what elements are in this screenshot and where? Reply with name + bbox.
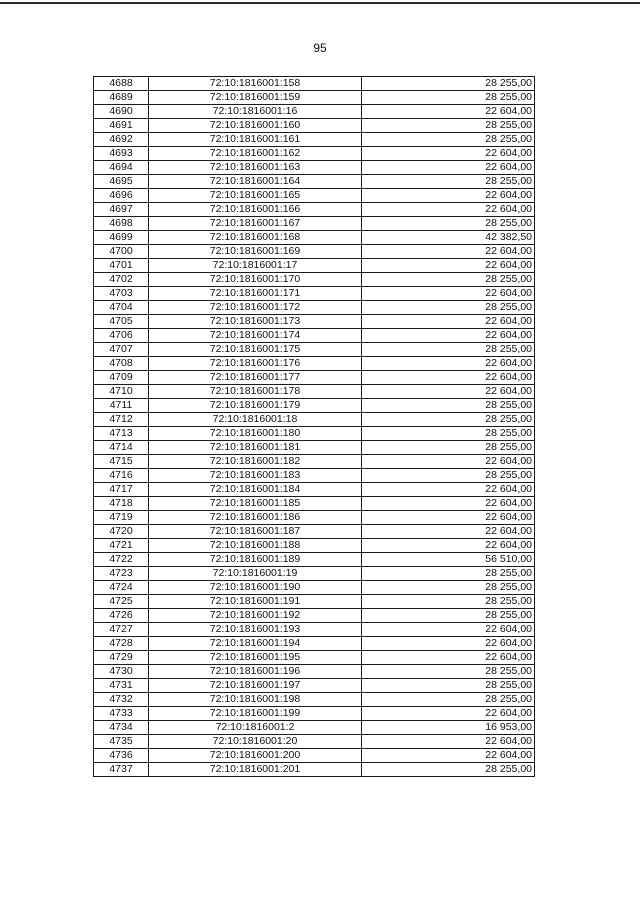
- row-number-cell: 4725: [94, 595, 149, 609]
- row-number-cell: 4704: [94, 301, 149, 315]
- table-row: [94, 525, 535, 539]
- cadastral-number-cell: 72:10:1816001:19: [149, 567, 362, 581]
- row-number-cell: 4707: [94, 343, 149, 357]
- cadastral-value-cell: 28 255,00: [362, 399, 535, 413]
- table-row: [94, 637, 535, 651]
- table-row: [94, 189, 535, 203]
- row-number-cell: 4708: [94, 357, 149, 371]
- row-number-cell: 4713: [94, 427, 149, 441]
- cadastral-number-cell: 72:10:1816001:174: [149, 329, 362, 343]
- table-row: [94, 567, 535, 581]
- row-number-cell: 4717: [94, 483, 149, 497]
- table-row: [94, 273, 535, 287]
- cadastral-number-cell: 72:10:1816001:164: [149, 175, 362, 189]
- cadastral-value-cell: 22 604,00: [362, 455, 535, 469]
- table-row: [94, 679, 535, 693]
- table-row: [94, 763, 535, 777]
- cadastral-number-cell: 72:10:1816001:165: [149, 189, 362, 203]
- table-row: [94, 469, 535, 483]
- row-number-cell: 4718: [94, 497, 149, 511]
- cadastral-number-cell: 72:10:1816001:201: [149, 763, 362, 777]
- table-row: [94, 343, 535, 357]
- row-number-cell: 4702: [94, 273, 149, 287]
- cadastral-value-cell: 22 604,00: [362, 497, 535, 511]
- cadastral-value-cell: 22 604,00: [362, 357, 535, 371]
- cadastral-value-cell: 28 255,00: [362, 595, 535, 609]
- table-row: [94, 385, 535, 399]
- scan-edge-line: [0, 2, 640, 4]
- cadastral-number-cell: 72:10:1816001:186: [149, 511, 362, 525]
- table-row: [94, 413, 535, 427]
- cadastral-value-cell: 22 604,00: [362, 329, 535, 343]
- row-number-cell: 4699: [94, 231, 149, 245]
- table-row: [94, 665, 535, 679]
- table-row: [94, 147, 535, 161]
- cadastral-number-cell: 72:10:1816001:194: [149, 637, 362, 651]
- row-number-cell: 4721: [94, 539, 149, 553]
- cadastral-number-cell: 72:10:1816001:167: [149, 217, 362, 231]
- cadastral-value-cell: 28 255,00: [362, 217, 535, 231]
- row-number-cell: 4692: [94, 133, 149, 147]
- cadastral-number-cell: 72:10:1816001:159: [149, 91, 362, 105]
- page-number: 95: [313, 41, 327, 55]
- cadastral-number-cell: 72:10:1816001:198: [149, 693, 362, 707]
- row-number-cell: 4737: [94, 763, 149, 777]
- cadastral-value-cell: 28 255,00: [362, 413, 535, 427]
- row-number-cell: 4690: [94, 105, 149, 119]
- row-number-cell: 4694: [94, 161, 149, 175]
- cadastral-number-cell: 72:10:1816001:191: [149, 595, 362, 609]
- row-number-cell: 4709: [94, 371, 149, 385]
- cadastral-number-cell: 72:10:1816001:178: [149, 385, 362, 399]
- row-number-cell: 4719: [94, 511, 149, 525]
- table-row: [94, 511, 535, 525]
- cadastral-value-cell: 22 604,00: [362, 749, 535, 763]
- table-row: [94, 693, 535, 707]
- table-row: [94, 707, 535, 721]
- row-number-cell: 4711: [94, 399, 149, 413]
- cadastral-value-cell: 22 604,00: [362, 189, 535, 203]
- cadastral-number-cell: 72:10:1816001:180: [149, 427, 362, 441]
- table-row: [94, 315, 535, 329]
- cadastral-number-cell: 72:10:1816001:185: [149, 497, 362, 511]
- row-number-cell: 4736: [94, 749, 149, 763]
- cadastral-number-cell: 72:10:1816001:176: [149, 357, 362, 371]
- cadastral-number-cell: 72:10:1816001:188: [149, 539, 362, 553]
- table-row: [94, 427, 535, 441]
- cadastral-value-cell: 22 604,00: [362, 539, 535, 553]
- table-row: [94, 623, 535, 637]
- cadastral-number-cell: 72:10:1816001:190: [149, 581, 362, 595]
- cadastral-value-cell: 22 604,00: [362, 525, 535, 539]
- table-row: [94, 133, 535, 147]
- cadastral-number-cell: 72:10:1816001:16: [149, 105, 362, 119]
- row-number-cell: 4715: [94, 455, 149, 469]
- table-row: [94, 651, 535, 665]
- cadastral-value-cell: 42 382,50: [362, 231, 535, 245]
- cadastral-number-cell: 72:10:1816001:168: [149, 231, 362, 245]
- cadastral-number-cell: 72:10:1816001:179: [149, 399, 362, 413]
- cadastral-value-cell: 28 255,00: [362, 693, 535, 707]
- cadastral-number-cell: 72:10:1816001:184: [149, 483, 362, 497]
- cadastral-number-cell: 72:10:1816001:169: [149, 245, 362, 259]
- row-number-cell: 4733: [94, 707, 149, 721]
- table-row: [94, 287, 535, 301]
- cadastral-number-cell: 72:10:1816001:18: [149, 413, 362, 427]
- table-row: [94, 455, 535, 469]
- table-row: [94, 119, 535, 133]
- cadastral-number-cell: 72:10:1816001:182: [149, 455, 362, 469]
- cadastral-number-cell: 72:10:1816001:177: [149, 371, 362, 385]
- table-row: [94, 77, 535, 91]
- row-number-cell: 4722: [94, 553, 149, 567]
- cadastral-value-cell: 28 255,00: [362, 679, 535, 693]
- row-number-cell: 4697: [94, 203, 149, 217]
- cadastral-value-cell: 28 255,00: [362, 301, 535, 315]
- cadastral-value-cell: 56 510,00: [362, 553, 535, 567]
- table-row: [94, 399, 535, 413]
- table-row: [94, 371, 535, 385]
- table-row: [94, 161, 535, 175]
- cadastral-number-cell: 72:10:1816001:172: [149, 301, 362, 315]
- cadastral-value-cell: 28 255,00: [362, 119, 535, 133]
- cadastral-number-cell: 72:10:1816001:192: [149, 609, 362, 623]
- row-number-cell: 4695: [94, 175, 149, 189]
- row-number-cell: 4730: [94, 665, 149, 679]
- cadastral-value-cell: 28 255,00: [362, 469, 535, 483]
- table-row: [94, 245, 535, 259]
- table-row: [94, 721, 535, 735]
- cadastral-value-cell: 28 255,00: [362, 581, 535, 595]
- table-row: [94, 301, 535, 315]
- row-number-cell: 4726: [94, 609, 149, 623]
- table-body: [94, 77, 535, 777]
- table-row: [94, 329, 535, 343]
- cadastral-value-cell: 28 255,00: [362, 91, 535, 105]
- row-number-cell: 4731: [94, 679, 149, 693]
- cadastral-number-cell: 72:10:1816001:160: [149, 119, 362, 133]
- cadastral-value-cell: 16 953,00: [362, 721, 535, 735]
- row-number-cell: 4703: [94, 287, 149, 301]
- cadastral-number-cell: 72:10:1816001:193: [149, 623, 362, 637]
- row-number-cell: 4693: [94, 147, 149, 161]
- row-number-cell: 4729: [94, 651, 149, 665]
- cadastral-value-cell: 22 604,00: [362, 161, 535, 175]
- cadastral-number-cell: 72:10:1816001:173: [149, 315, 362, 329]
- table-row: [94, 483, 535, 497]
- table-row: [94, 203, 535, 217]
- row-number-cell: 4688: [94, 77, 149, 91]
- cadastral-value-cell: 28 255,00: [362, 273, 535, 287]
- row-number-cell: 4724: [94, 581, 149, 595]
- table-row: [94, 105, 535, 119]
- cadastral-value-cell: 22 604,00: [362, 483, 535, 497]
- row-number-cell: 4723: [94, 567, 149, 581]
- row-number-cell: 4698: [94, 217, 149, 231]
- cadastral-value-cell: 22 604,00: [362, 511, 535, 525]
- cadastral-value-cell: 28 255,00: [362, 763, 535, 777]
- cadastral-number-cell: 72:10:1816001:17: [149, 259, 362, 273]
- row-number-cell: 4706: [94, 329, 149, 343]
- cadastral-number-cell: 72:10:1816001:166: [149, 203, 362, 217]
- table-row: [94, 497, 535, 511]
- row-number-cell: 4712: [94, 413, 149, 427]
- row-number-cell: 4716: [94, 469, 149, 483]
- cadastral-value-cell: 28 255,00: [362, 77, 535, 91]
- cadastral-number-cell: 72:10:1816001:158: [149, 77, 362, 91]
- table-row: [94, 581, 535, 595]
- cadastral-value-cell: 22 604,00: [362, 735, 535, 749]
- cadastral-value-cell: 22 604,00: [362, 147, 535, 161]
- cadastral-value-cell: 22 604,00: [362, 315, 535, 329]
- cadastral-value-cell: 22 604,00: [362, 287, 535, 301]
- cadastral-value-cell: 28 255,00: [362, 665, 535, 679]
- cadastral-value-cell: 22 604,00: [362, 637, 535, 651]
- table-row: [94, 539, 535, 553]
- table-row: [94, 91, 535, 105]
- cadastral-value-cell: 22 604,00: [362, 245, 535, 259]
- cadastral-number-cell: 72:10:1816001:2: [149, 721, 362, 735]
- cadastral-value-cell: 28 255,00: [362, 175, 535, 189]
- row-number-cell: 4700: [94, 245, 149, 259]
- table-row: [94, 357, 535, 371]
- row-number-cell: 4734: [94, 721, 149, 735]
- row-number-cell: 4701: [94, 259, 149, 273]
- table-row: [94, 553, 535, 567]
- cadastral-number-cell: 72:10:1816001:181: [149, 441, 362, 455]
- cadastral-value-cell: 22 604,00: [362, 651, 535, 665]
- cadastral-number-cell: 72:10:1816001:187: [149, 525, 362, 539]
- cadastral-value-cell: 22 604,00: [362, 371, 535, 385]
- table-row: [94, 259, 535, 273]
- cadastral-value-table: [93, 76, 535, 777]
- row-number-cell: 4735: [94, 735, 149, 749]
- cadastral-value-cell: 28 255,00: [362, 609, 535, 623]
- row-number-cell: 4727: [94, 623, 149, 637]
- table-row: [94, 441, 535, 455]
- cadastral-value-cell: 22 604,00: [362, 623, 535, 637]
- table-row: [94, 735, 535, 749]
- row-number-cell: 4691: [94, 119, 149, 133]
- row-number-cell: 4714: [94, 441, 149, 455]
- table-row: [94, 217, 535, 231]
- cadastral-number-cell: 72:10:1816001:170: [149, 273, 362, 287]
- cadastral-number-cell: 72:10:1816001:161: [149, 133, 362, 147]
- cadastral-value-cell: 28 255,00: [362, 133, 535, 147]
- cadastral-number-cell: 72:10:1816001:196: [149, 665, 362, 679]
- cadastral-value-cell: 22 604,00: [362, 259, 535, 273]
- cadastral-value-cell: 28 255,00: [362, 343, 535, 357]
- cadastral-value-cell: 28 255,00: [362, 567, 535, 581]
- cadastral-value-cell: 28 255,00: [362, 427, 535, 441]
- cadastral-number-cell: 72:10:1816001:195: [149, 651, 362, 665]
- cadastral-number-cell: 72:10:1816001:199: [149, 707, 362, 721]
- cadastral-number-cell: 72:10:1816001:197: [149, 679, 362, 693]
- row-number-cell: 4696: [94, 189, 149, 203]
- row-number-cell: 4705: [94, 315, 149, 329]
- cadastral-number-cell: 72:10:1816001:162: [149, 147, 362, 161]
- cadastral-number-cell: 72:10:1816001:175: [149, 343, 362, 357]
- table-row: [94, 609, 535, 623]
- row-number-cell: 4728: [94, 637, 149, 651]
- cadastral-number-cell: 72:10:1816001:20: [149, 735, 362, 749]
- cadastral-number-cell: 72:10:1816001:163: [149, 161, 362, 175]
- cadastral-value-cell: 22 604,00: [362, 203, 535, 217]
- table-row: [94, 595, 535, 609]
- table-row: [94, 175, 535, 189]
- cadastral-number-cell: 72:10:1816001:189: [149, 553, 362, 567]
- table-row: [94, 231, 535, 245]
- cadastral-value-cell: 22 604,00: [362, 707, 535, 721]
- cadastral-value-cell: 22 604,00: [362, 385, 535, 399]
- row-number-cell: 4689: [94, 91, 149, 105]
- table-row: [94, 749, 535, 763]
- cadastral-value-cell: 28 255,00: [362, 441, 535, 455]
- cadastral-number-cell: 72:10:1816001:171: [149, 287, 362, 301]
- cadastral-value-cell: 22 604,00: [362, 105, 535, 119]
- row-number-cell: 4732: [94, 693, 149, 707]
- row-number-cell: 4710: [94, 385, 149, 399]
- cadastral-number-cell: 72:10:1816001:183: [149, 469, 362, 483]
- cadastral-number-cell: 72:10:1816001:200: [149, 749, 362, 763]
- row-number-cell: 4720: [94, 525, 149, 539]
